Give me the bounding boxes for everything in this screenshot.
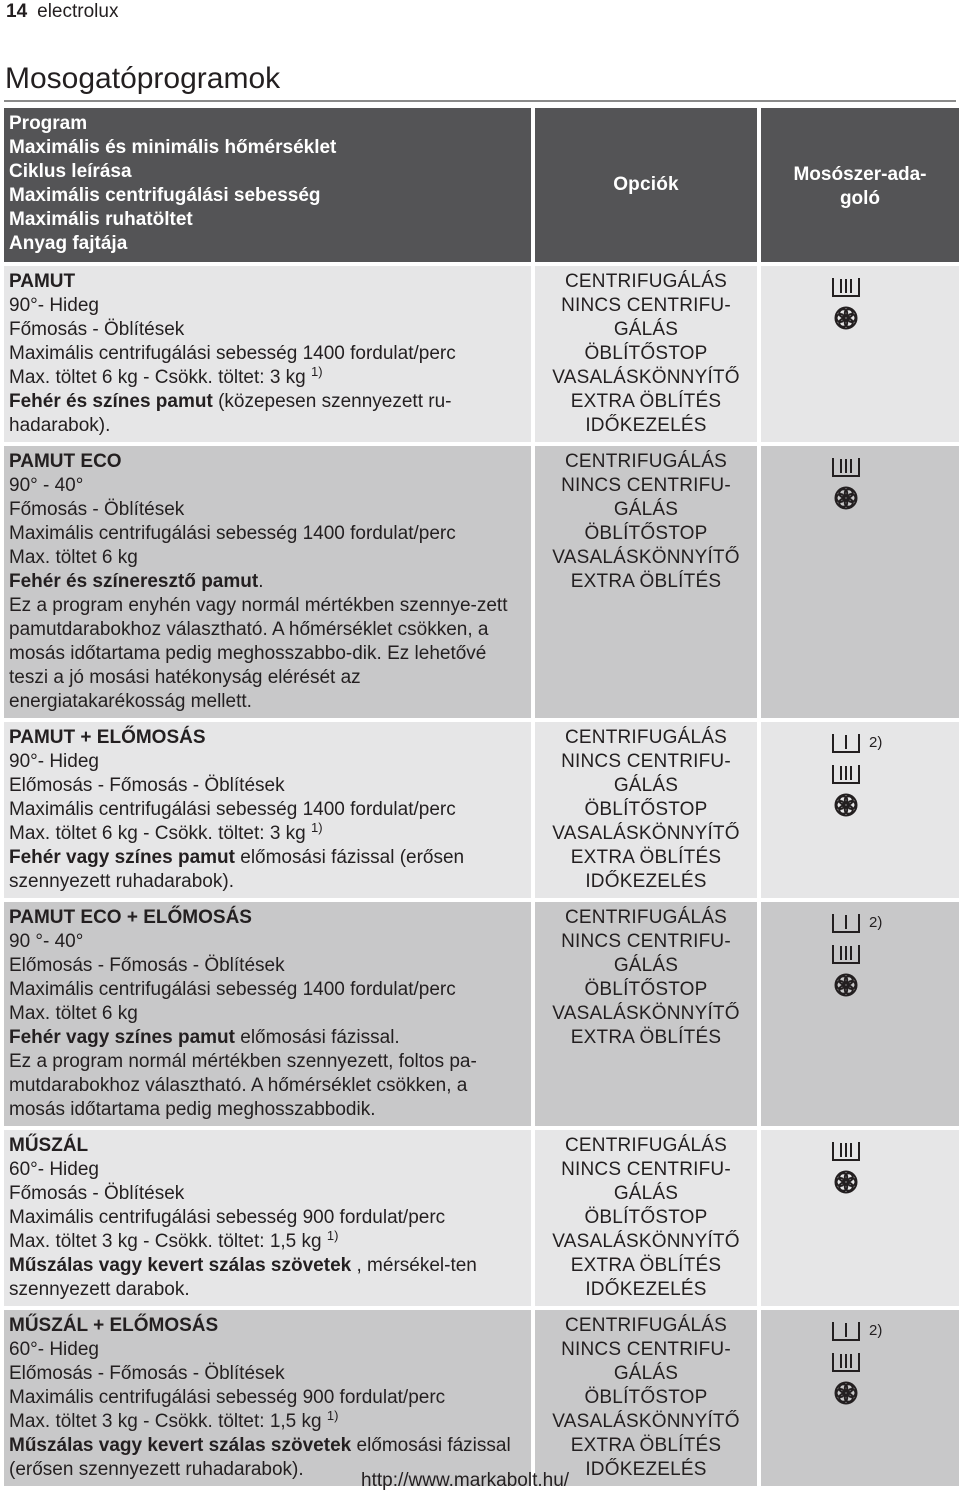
program-options [535,266,757,442]
header-line: Program [9,113,88,134]
fabric-detail: előmosási fázissal. [234,1027,400,1048]
footnote-marker: 1) [326,1408,339,1423]
footnote-marker: 1) [311,820,323,835]
option-item: ÖBLÍTŐSTOP [584,343,708,364]
program-description [4,902,531,1126]
option-item: ÖBLÍTŐSTOP [584,979,708,1000]
option-item: CENTRIFUGÁLÁS [564,451,727,472]
program-fabric [9,570,526,594]
mainwash-compartment-icon [831,1349,954,1375]
header-line: Ciklus leírása [9,161,132,182]
option-item: CENTRIFUGÁLÁS [564,271,727,292]
fabric-softener-icon [831,972,954,998]
program-load-text: Max. töltet 6 kg [9,1003,138,1024]
program-row [4,446,958,718]
fabric-softener-icon [831,1169,954,1195]
detergent-compartments [761,446,959,718]
program-temperature: 60°- Hideg [9,1159,99,1180]
program-temperature: 90° - 40° [9,475,84,496]
detergent-compartments [761,722,959,898]
mainwash-compartment-icon [831,274,954,300]
fabric-type: Fehér vagy színes pamut [9,1027,235,1048]
program-temperature: 60°- Hideg [9,1339,99,1360]
program-name: PAMUT ECO [9,451,122,472]
program-row [4,266,958,442]
header-detergent-label: Mosószer-ada-goló [793,164,927,209]
program-load-text: Max. töltet 6 kg - Csökk. töltet: 3 kg [9,823,306,844]
detergent-compartments [761,266,959,442]
program-load [9,546,526,570]
page-title: Mosogatóprogramok [5,62,281,95]
program-fabric [9,846,526,894]
option-item: VASALÁSKÖNNYÍTŐ [552,547,740,568]
program-load-text: Max. töltet 3 kg - Csökk. töltet: 1,5 kg [9,1411,322,1432]
program-description [4,1130,531,1306]
program-load-text: Max. töltet 6 kg - Csökk. töltet: 3 kg [9,367,306,388]
program-options [535,1130,757,1306]
mainwash-compartment-icon [831,454,954,480]
program-fabric [9,1026,526,1050]
program-spin-speed: Maximális centrifugálási sebesség 1400 fordulat/perc [9,799,456,820]
option-item: EXTRA ÖBLÍTÉS [570,391,722,412]
program-cycle: Főmosás - Öblítések [9,1183,185,1204]
program-row [4,1310,958,1486]
program-note: Ez a program normál mértékben szennyezett, foltos pa-mutdarabokhoz választható. A hőmérséklet csökken, a mosás időtartama pedig meghosszabbodik. [9,1051,477,1120]
option-item: VASALÁSKÖNNYÍTŐ [552,1231,740,1252]
program-row [4,1130,958,1306]
fabric-detail: előmosási fázissal (erősen szennyezett ruhadarabok). [9,1435,511,1480]
option-item: NINCS CENTRIFU- [561,931,731,952]
program-temperature: 90°- Hideg [9,751,99,772]
program-load [9,1002,526,1026]
option-item: EXTRA ÖBLÍTÉS [570,847,722,868]
program-options [535,902,757,1126]
program-row [4,902,958,1126]
watermark-url: http://www.markabolt.hu/ [361,1470,570,1491]
option-item: ÖBLÍTŐSTOP [584,523,708,544]
program-options [535,722,757,898]
option-item: EXTRA ÖBLÍTÉS [570,1435,722,1456]
title-divider [4,100,956,102]
program-note: Ez a program enyhén vagy normál mértékben szennye-zett pamutdarabokhoz választható. A hőmérséklet csökken, a mosás időtartama pedig meghosszabbo-dik. Ez lehetővé teszi a jó mosási hatékonyság elérését az energiatakarékosság mellett. [9,595,508,712]
option-item: EXTRA ÖBLÍTÉS [570,571,722,592]
program-load-text: Max. töltet 3 kg - Csökk. töltet: 1,5 kg [9,1231,322,1252]
prewash-compartment-icon [831,730,954,756]
program-spin-speed: Maximális centrifugálási sebesség 1400 fordulat/perc [9,343,456,364]
program-spin-speed: Maximális centrifugálási sebesség 1400 fordulat/perc [9,523,456,544]
header-options-label: Opciók [613,174,679,195]
option-item: NINCS CENTRIFU- [561,475,731,496]
fabric-type: Fehér vagy színes pamut [9,847,235,868]
option-item: CENTRIFUGÁLÁS [564,1135,727,1156]
option-item: VASALÁSKÖNNYÍTŐ [552,367,740,388]
mainwash-compartment-icon [831,1138,954,1164]
option-item: VASALÁSKÖNNYÍTŐ [552,1003,740,1024]
program-temperature: 90°- Hideg [9,295,99,316]
option-item: ÖBLÍTŐSTOP [584,799,708,820]
footnote-marker: 1) [326,1228,339,1243]
option-item: NINCS CENTRIFU- [561,295,731,316]
program-name: MŰSZÁL + ELŐMOSÁS [9,1315,219,1336]
program-description [4,446,531,718]
prewash-compartment-icon [831,910,954,936]
header-line: Maximális centrifugálási sebesség [9,185,321,206]
option-item: CENTRIFUGÁLÁS [564,1315,727,1336]
fabric-detail: előmosási fázissal (erősen szennyezett ruhadarabok). [9,847,465,892]
fabric-type: Műszálas vagy kevert szálas szövetek [9,1255,352,1276]
program-row [4,722,958,898]
header-line: Anyag fajtája [9,233,128,254]
program-fabric [9,390,526,438]
prewash-footnote: 2) [869,734,883,751]
footnote-marker: 1) [311,364,323,379]
program-description [4,1310,531,1486]
option-item: GÁLÁS [613,319,679,340]
option-item: GÁLÁS [613,775,679,796]
fabric-softener-icon [831,1380,954,1406]
header-detergent-column [761,108,959,262]
option-item: IDŐKEZELÉS [585,415,707,436]
prewash-compartment-icon [831,1318,954,1344]
detergent-compartments [761,1130,959,1306]
program-temperature: 90 °- 40° [9,931,84,952]
option-item: CENTRIFUGÁLÁS [564,727,727,748]
option-item: EXTRA ÖBLÍTÉS [570,1027,722,1048]
program-name: PAMUT [9,271,76,292]
page-header [6,0,118,26]
fabric-softener-icon [831,485,954,511]
program-options [535,1310,757,1486]
program-cycle: Előmosás - Főmosás - Öblítések [9,1363,285,1384]
option-item: GÁLÁS [613,1363,679,1384]
option-item: ÖBLÍTŐSTOP [584,1207,708,1228]
program-cycle: Előmosás - Főmosás - Öblítések [9,955,285,976]
option-item: ÖBLÍTŐSTOP [584,1387,708,1408]
option-item: NINCS CENTRIFU- [561,751,731,772]
program-table [4,108,958,1490]
mainwash-compartment-icon [831,941,954,967]
fabric-type: Fehér és színes pamut [9,391,213,412]
option-item: NINCS CENTRIFU- [561,1339,731,1360]
option-item: VASALÁSKÖNNYÍTŐ [552,1411,740,1432]
option-item: IDŐKEZELÉS [585,1459,707,1480]
table-header [4,108,958,262]
option-item: IDŐKEZELÉS [585,871,707,892]
fabric-type: Fehér és színeresztő pamut [9,571,259,592]
header-program-column [4,108,531,262]
program-spin-speed: Maximális centrifugálási sebesség 900 fordulat/perc [9,1387,446,1408]
option-item: GÁLÁS [613,499,679,520]
program-fabric [9,1254,526,1302]
program-name: PAMUT + ELŐMOSÁS [9,727,206,748]
mainwash-compartment-icon [831,761,954,787]
program-description [4,266,531,442]
option-item: CENTRIFUGÁLÁS [564,907,727,928]
fabric-softener-icon [831,305,954,331]
prewash-footnote: 2) [869,914,883,931]
detergent-compartments [761,1310,959,1486]
program-name: MŰSZÁL [9,1135,89,1156]
option-item: NINCS CENTRIFU- [561,1159,731,1180]
program-load [9,1410,526,1434]
option-item: IDŐKEZELÉS [585,1279,707,1300]
program-options [535,446,757,718]
fabric-type: Műszálas vagy kevert szálas szövetek [9,1435,352,1456]
header-line: Maximális és minimális hőmérséklet [9,137,337,158]
option-item: GÁLÁS [613,1183,679,1204]
prewash-footnote: 2) [869,1322,883,1339]
program-load [9,1230,526,1254]
program-load-text: Max. töltet 6 kg [9,547,138,568]
header-options-column [535,108,757,262]
program-cycle: Főmosás - Öblítések [9,319,185,340]
option-item: GÁLÁS [613,955,679,976]
page-number: 14 [6,1,28,22]
fabric-softener-icon [831,792,954,818]
program-description [4,722,531,898]
detergent-compartments [761,902,959,1126]
program-load [9,822,526,846]
program-spin-speed: Maximális centrifugálási sebesség 1400 fordulat/perc [9,979,456,1000]
fabric-detail: . [258,571,264,592]
option-item: VASALÁSKÖNNYÍTŐ [552,823,740,844]
program-spin-speed: Maximális centrifugálási sebesség 900 fordulat/perc [9,1207,446,1228]
program-name: PAMUT ECO + ELŐMOSÁS [9,907,252,928]
program-cycle: Előmosás - Főmosás - Öblítések [9,775,285,796]
option-item: EXTRA ÖBLÍTÉS [570,1255,722,1276]
brand-name: electrolux [37,1,119,22]
program-load [9,366,526,390]
fabric-detail: , mérsékel-ten szennyezett darabok. [9,1255,477,1300]
header-line: Maximális ruhatöltet [9,209,193,230]
program-cycle: Főmosás - Öblítések [9,499,185,520]
fabric-detail: (közepesen szennyezett ru-hadarabok). [9,391,452,436]
